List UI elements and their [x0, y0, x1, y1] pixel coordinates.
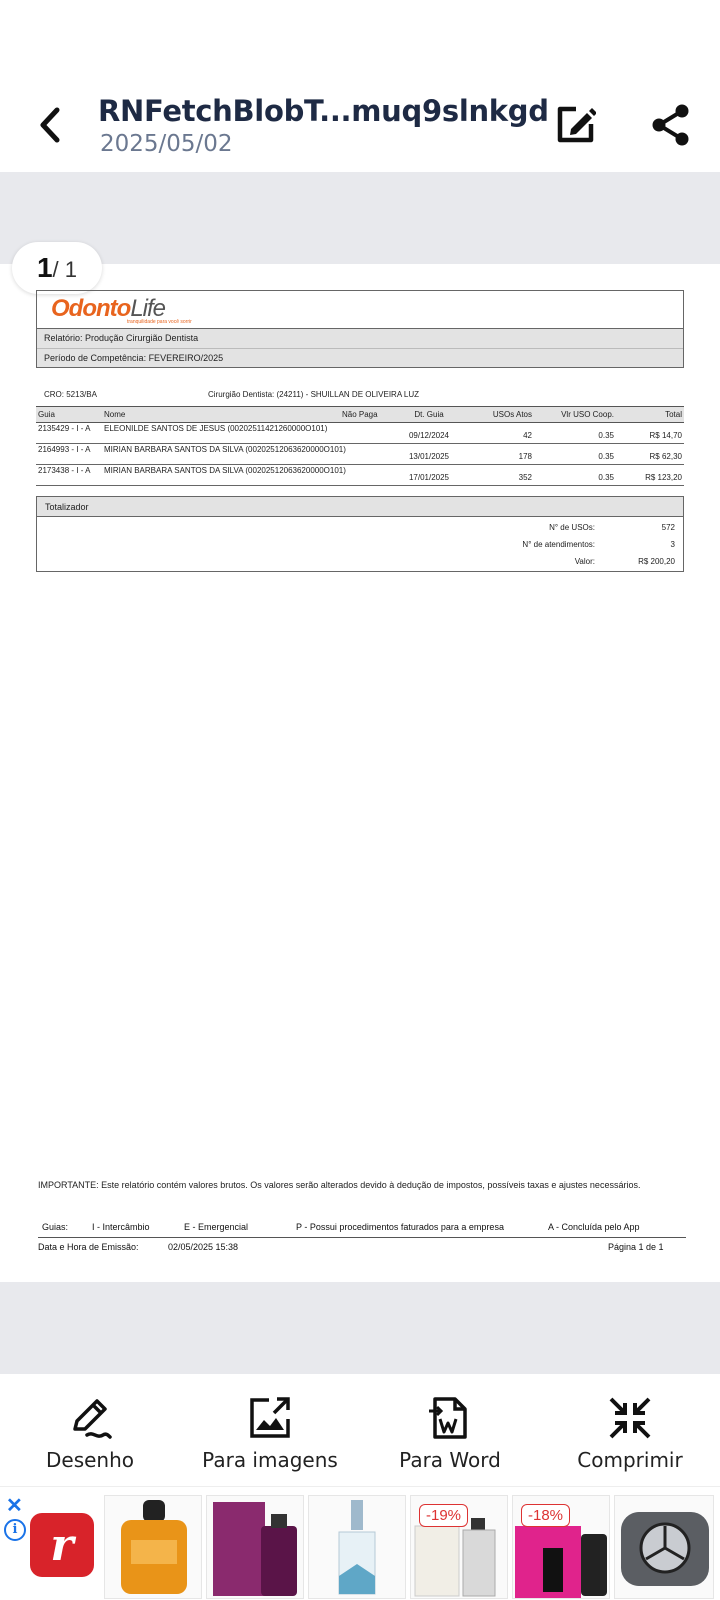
- cell-guia: 2135429 - I - A: [36, 423, 102, 444]
- cell-nome: ELEONILDE SANTOS DE JESUS (00202511421260000O101): [102, 423, 394, 444]
- col-vlr: Vlr USO Coop.: [534, 407, 616, 423]
- to-images-button[interactable]: [190, 1394, 350, 1476]
- col-total: Total: [616, 407, 684, 423]
- discount-badge: -18%: [521, 1504, 570, 1527]
- ad-product-perfume-orange[interactable]: [104, 1495, 202, 1599]
- cro-number: CRO: 5213/BA: [44, 390, 97, 399]
- table-row: [36, 465, 684, 486]
- app-header: [0, 0, 720, 172]
- to-images-label: Para imagens: [202, 1448, 338, 1472]
- advertiser-logo[interactable]: r: [30, 1513, 94, 1577]
- report-type: Relatório: Produção Cirurgião Dentista: [37, 329, 683, 348]
- dentist-info: [36, 390, 686, 404]
- cell-dt: 13/01/2025: [394, 444, 464, 465]
- ad-product-perfume-purple[interactable]: [206, 1495, 304, 1599]
- cell-vlr: 0.35: [534, 444, 616, 465]
- cell-guia: 2164993 - I - A: [36, 444, 102, 465]
- col-usos: USOs Atos: [464, 407, 534, 423]
- logo-row: [37, 291, 683, 329]
- draw-label: Desenho: [45, 1448, 135, 1472]
- table-header-row: [36, 407, 684, 423]
- cell-usos: 352: [464, 465, 534, 486]
- compress-label: Comprimir: [577, 1448, 683, 1472]
- cell-dt: 17/01/2025: [394, 465, 464, 486]
- pen-icon: [67, 1395, 113, 1441]
- cell-total: R$ 123,20: [616, 465, 684, 486]
- table-row: [36, 423, 684, 444]
- procedures-table: [36, 406, 684, 486]
- compress-icon: [607, 1395, 653, 1441]
- ad-info-icon[interactable]: i: [4, 1519, 26, 1541]
- to-word-button[interactable]: [370, 1394, 530, 1476]
- to-word-label: Para Word: [399, 1448, 501, 1472]
- dentist-name: Cirurgião Dentista: (24211) - SHUILLAN DE OLIVEIRA LUZ: [208, 390, 420, 399]
- cell-vlr: 0.35: [534, 465, 616, 486]
- report-header: [36, 290, 684, 368]
- total-usos: N° de USOs: 572: [549, 523, 675, 532]
- edit-icon: [554, 104, 596, 146]
- share-icon: [651, 104, 691, 146]
- ad-product-perfume-blue[interactable]: [308, 1495, 406, 1599]
- logo-tagline: tranquilidade para você sorrir: [127, 319, 192, 325]
- guides-legend: Guias: I - Intercâmbio E - Emergencial P - Possui procedimentos faturados para a empresa A - Concluída pelo App: [38, 1220, 686, 1238]
- table-row: [36, 444, 684, 465]
- important-notice: IMPORTANTE: Este relatório contém valores brutos. Os valores serão alterados devido à dedução de impostos, possíveis taxas e ajustes necessários.: [38, 1180, 641, 1190]
- share-button[interactable]: [648, 102, 694, 148]
- cell-nome: MIRIAN BARBARA SANTOS DA SILVA (00202512063620000O101): [102, 465, 394, 486]
- col-dt-guia: Dt. Guia: [394, 407, 464, 423]
- total-valor: Valor: R$ 200,20: [574, 557, 675, 566]
- perfume-box-icon: [207, 1496, 304, 1599]
- odontolife-logo: OdontoLife: [51, 295, 166, 322]
- totalizer-body: [37, 517, 683, 571]
- draw-button[interactable]: [10, 1394, 170, 1476]
- ad-product-perfume-gio[interactable]: [410, 1495, 508, 1599]
- emission-info: Data e Hora de Emissão: 02/05/2025 15:38 Página 1 de 1: [38, 1242, 664, 1252]
- cell-guia: 2173438 - I - A: [36, 465, 102, 486]
- page-counter: [12, 242, 102, 294]
- col-guia: Guia: [36, 407, 102, 423]
- compress-button[interactable]: [550, 1394, 710, 1476]
- current-page: 1: [36, 252, 53, 283]
- chevron-left-icon: [37, 107, 63, 143]
- cell-total: R$ 14,70: [616, 423, 684, 444]
- perfume-bottle-icon: [309, 1496, 406, 1599]
- col-nome: Nome: [102, 407, 340, 423]
- file-date: 2025/05/02: [100, 131, 233, 157]
- file-title: RNFetchBlobT...muq9slnkgd: [98, 94, 549, 128]
- report-period: Período de Competência: FEVEREIRO/2025: [37, 348, 683, 367]
- discount-badge: -19%: [419, 1504, 468, 1527]
- totalizer-heading: Totalizador: [37, 497, 683, 517]
- cell-nome: MIRIAN BARBARA SANTOS DA SILVA (00202512063620000O101): [102, 444, 394, 465]
- report-document: [36, 290, 686, 572]
- image-export-icon: [247, 1395, 293, 1441]
- cell-total: R$ 62,30: [616, 444, 684, 465]
- total-atendimentos: N° de atendimentos: 3: [522, 540, 675, 549]
- total-pages: / 1: [52, 257, 78, 282]
- cell-vlr: 0.35: [534, 423, 616, 444]
- cell-usos: 178: [464, 444, 534, 465]
- ad-product-perfume-kit[interactable]: [512, 1495, 610, 1599]
- edit-button[interactable]: [552, 102, 598, 148]
- cell-dt: 09/12/2024: [394, 423, 464, 444]
- back-button[interactable]: [30, 103, 70, 147]
- perfume-bottle-icon: [615, 1496, 714, 1599]
- totalizer-box: [36, 496, 684, 572]
- ad-product-perfume-silver[interactable]: [614, 1495, 714, 1599]
- word-file-icon: [427, 1395, 473, 1441]
- close-ad-icon[interactable]: ✕: [6, 1495, 23, 1517]
- bottom-toolbar: [0, 1374, 720, 1486]
- col-nao-paga: Não Paga: [340, 407, 394, 423]
- cell-usos: 42: [464, 423, 534, 444]
- perfume-bottle-icon: [105, 1496, 202, 1599]
- ad-banner[interactable]: [0, 1486, 720, 1600]
